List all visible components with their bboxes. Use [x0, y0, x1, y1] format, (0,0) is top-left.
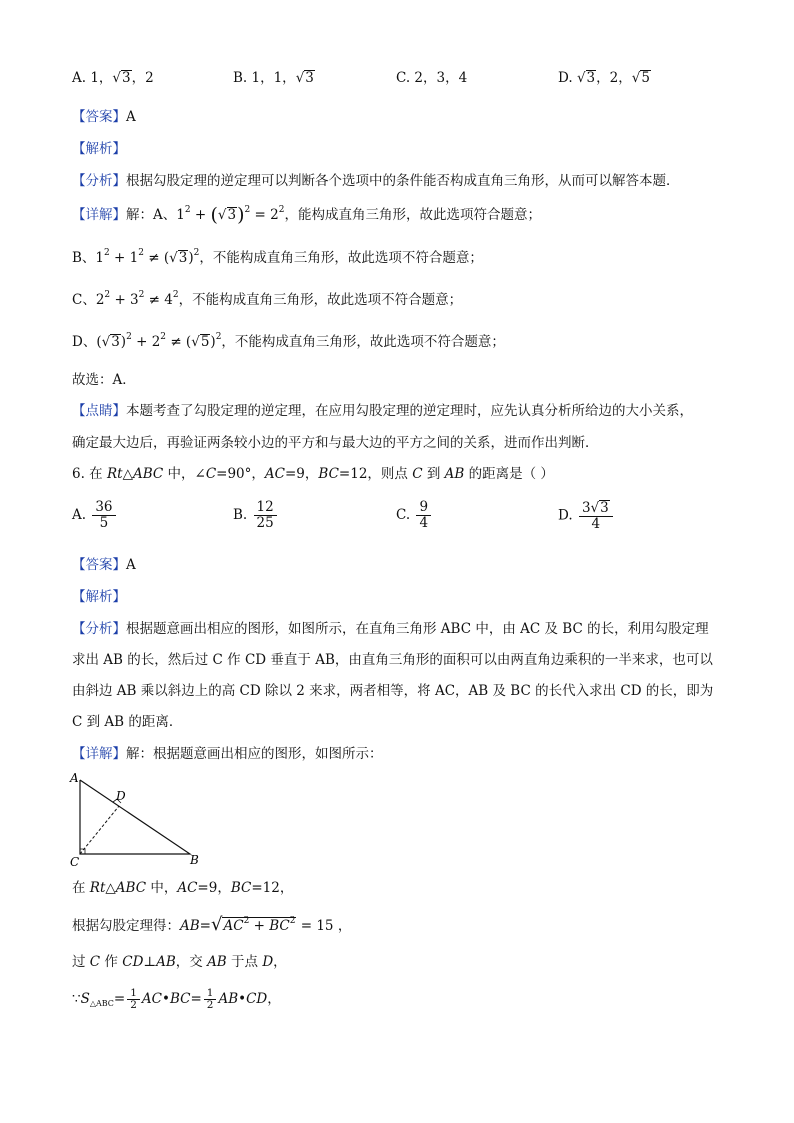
math: =: [113, 991, 126, 1007]
text: =9，: [197, 880, 231, 896]
radicand: 3: [305, 70, 314, 86]
math: + 3: [110, 292, 139, 308]
exp: 2: [138, 290, 145, 300]
radicand: 3: [111, 334, 120, 350]
text: ，: [267, 991, 281, 1007]
text: 根据勾股定理得：: [72, 918, 180, 934]
text: =12，则点: [338, 466, 413, 482]
vertex-label-a: A: [70, 771, 79, 785]
math: ≠ (: [143, 250, 170, 266]
math: AC: [177, 880, 198, 896]
text: 于点: [226, 954, 263, 970]
q6-option-d: [558, 500, 615, 532]
fraction: [416, 500, 431, 531]
dianjing-text: 确定最大边后，再验证两条较小边的平方和与最大边的平方之间的关系，进而作出判断．: [72, 435, 599, 451]
q6-fenxi-3: [72, 681, 713, 701]
q6-fenxi-1: [72, 619, 709, 639]
vertex-label-d: D: [116, 789, 126, 803]
exp: 2: [244, 205, 251, 215]
exp: 2: [193, 248, 200, 258]
q6-line-3: [72, 952, 287, 972]
coef: 3: [581, 500, 591, 516]
triangle-outline: [80, 780, 190, 854]
text: 过: [72, 954, 90, 970]
fraction: [92, 500, 115, 531]
text: 的距离是（ ）: [464, 466, 554, 482]
numerator: 1: [127, 988, 140, 1000]
math: = 2: [250, 207, 279, 223]
denominator: 2: [130, 999, 137, 1011]
math: AB: [156, 954, 176, 970]
q6-fenxi-2: [72, 650, 713, 670]
math: BC: [269, 918, 290, 934]
altitude-cd: [80, 806, 119, 854]
option-label: A.: [72, 507, 87, 523]
q-num: 6. 在: [72, 466, 107, 482]
fenxi-text: 求出 AB 的长，然后过 C 作 CD 垂直于 AB，由直角三角形的面积可以由两直角边乘积的一半来求，也可以: [72, 652, 713, 668]
math: AB: [207, 954, 227, 970]
fraction: [127, 988, 140, 1011]
text: =9，: [285, 466, 319, 482]
math: CD: [122, 954, 144, 970]
option-label: D.: [558, 507, 573, 524]
exp: 2: [126, 332, 132, 342]
q5-option-c: [396, 68, 467, 88]
text: 在: [72, 880, 90, 896]
math: AC: [264, 466, 285, 482]
analysis-tag: 【解析】: [72, 589, 126, 605]
q5-answer: [72, 107, 136, 127]
q6-option-b: [233, 500, 279, 531]
because-symbol: ∵: [72, 991, 81, 1007]
xiangjie-text: 解：根据题意画出相应的图形，如图所示：: [126, 746, 383, 762]
radicand: 3: [178, 250, 188, 266]
math: C、2: [72, 292, 105, 308]
fenxi-text: 由斜边 AB 乘以斜边上的高 CD 除以 2 来求，两者相等，将 AC，AB 及 BC 的长代入求出 CD 的长，即为: [72, 683, 714, 699]
math: Rt: [106, 466, 123, 482]
q5-xiangjie-a: 【详解】解：A、$1^2 + (√3)^2 = 2^2$，能构成直角三角形，故此选项符合题意；: [72, 204, 541, 226]
sqrt-3: √3: [112, 70, 131, 86]
option-label: B.: [233, 507, 248, 523]
exp: 2: [104, 248, 110, 258]
exp: 2: [172, 290, 179, 300]
q6-analysis-tag: [72, 587, 126, 607]
math: C: [412, 466, 423, 482]
text: =12，: [251, 880, 294, 896]
q5-line-d: [72, 332, 505, 352]
q6-option-a: [72, 500, 118, 531]
math: △: [122, 466, 133, 482]
exp: 2: [138, 248, 144, 258]
fenxi-tag: 【分析】: [72, 173, 126, 189]
sqrt-3: √3: [576, 70, 596, 86]
math: ≠ (: [166, 334, 192, 350]
radicand: 3: [586, 70, 596, 86]
denominator: 2: [206, 999, 214, 1011]
q5-line-c: [72, 290, 462, 310]
q5-dianjing-2: [72, 433, 599, 453]
fraction: [204, 988, 217, 1011]
exp: 2: [278, 205, 285, 215]
math: +: [249, 918, 270, 934]
text: ，: [273, 954, 287, 970]
triangle-figure: [66, 770, 216, 870]
q6-stem: [72, 464, 554, 484]
sqrt-3: √3: [295, 70, 314, 86]
sqrt-5: √5: [191, 334, 210, 350]
radicand: 3: [122, 70, 131, 86]
q5-option-a: [72, 68, 154, 88]
radicand: 5: [200, 334, 210, 350]
xiangjie-tag: 【详解】: [72, 207, 126, 223]
line-text: ，不能构成直角三角形，故此选项不符合题意；: [199, 250, 483, 266]
fenxi-text: C 到 AB 的距离．: [72, 714, 183, 730]
text: 中，∠: [163, 466, 206, 482]
math: ): [210, 334, 216, 350]
math: + 1: [109, 250, 139, 266]
fenxi-text: 根据勾股定理的逆定理可以判断各个选项中的条件能否构成直角三角形，从而可以解答本题．: [126, 173, 680, 189]
math: BC: [230, 880, 252, 896]
xiangjie-tag: 【详解】: [72, 746, 126, 762]
q5-option-b: [233, 68, 315, 88]
math: ABC: [132, 466, 164, 482]
sqrt-3: √3: [169, 250, 188, 266]
q6-answer: [72, 555, 136, 575]
answer-value: A: [126, 109, 136, 125]
q6-xiangjie: [72, 744, 383, 764]
option-label: C. 2，3，4: [396, 70, 468, 86]
math: BC: [318, 466, 339, 482]
text: 中，: [146, 880, 178, 896]
radicand: 5: [641, 70, 650, 86]
math: C: [89, 954, 101, 970]
answer-tag: 【答案】: [72, 109, 126, 125]
option-label: B. 1，1，: [233, 70, 296, 86]
option-label: A. 1，: [72, 70, 113, 86]
exp: 2: [289, 916, 296, 926]
q6-option-c: [396, 500, 433, 531]
math: AC•BC: [141, 991, 191, 1007]
math: ): [120, 334, 127, 350]
math: AB: [444, 466, 465, 482]
vertex-label-c: C: [70, 855, 80, 869]
exp: 2: [243, 916, 250, 926]
math: AB•CD: [218, 991, 268, 1007]
q6-line-2: [72, 915, 351, 936]
sqrt-5: √5: [631, 70, 650, 86]
math: AC: [223, 918, 244, 934]
fenxi-text: 根据题意画出相应的图形，如图所示，在直角三角形 ABC 中，由 AC 及 BC 的长，利用勾股定理: [126, 621, 709, 637]
math: AB: [180, 918, 200, 934]
numerator: 36: [92, 500, 115, 516]
denominator: 25: [256, 515, 274, 531]
q6-line-4: [72, 986, 281, 1012]
dianjing-text: 本题考查了勾股定理的逆定理，在应用勾股定理的逆定理时，应先认真分析所给边的大小关系，: [126, 403, 693, 419]
fraction: [579, 500, 613, 532]
text: =90°，: [216, 466, 265, 482]
math: Rt△ABC: [89, 880, 147, 896]
q5-option-d: [558, 68, 651, 88]
option-label: D.: [558, 70, 577, 86]
numerator: 9: [416, 500, 431, 516]
sqrt-3: √3: [101, 334, 120, 350]
radicand: 3: [227, 207, 237, 223]
fraction: [254, 500, 277, 531]
q5-analysis-tag: [72, 139, 126, 159]
numerator: 12: [254, 500, 277, 516]
math: 解：A、1: [126, 207, 185, 223]
fenxi-tag: 【分析】: [72, 621, 126, 637]
math: = 15 ，: [296, 918, 352, 934]
exp: 2: [104, 290, 111, 300]
exp: 2: [184, 205, 191, 215]
exp: 2: [215, 332, 222, 342]
exp: 2: [160, 332, 167, 342]
text: ，交: [175, 954, 208, 970]
vertex-label-b: B: [190, 853, 199, 867]
math: +: [190, 207, 211, 223]
math: + 2: [131, 334, 161, 350]
numerator: 3√3: [579, 500, 613, 517]
math: B、1: [72, 250, 105, 266]
math: C: [205, 466, 217, 482]
q5-fenxi: [72, 171, 680, 191]
option-text: ，2，: [596, 70, 632, 86]
conclude-text: 故选：A．: [72, 372, 136, 388]
math: =: [199, 918, 211, 934]
q6-line-1: [72, 878, 293, 898]
subscript: △ABC: [89, 999, 114, 1008]
sqrt-3: √3: [217, 207, 237, 223]
q6-fenxi-4: [72, 712, 182, 732]
denominator: 4: [591, 516, 601, 532]
math: S: [80, 991, 90, 1007]
option-label: C.: [396, 507, 411, 523]
line-text: ，能构成直角三角形，故此选项符合题意；: [284, 207, 541, 223]
numerator: 1: [204, 988, 217, 1000]
text: 作: [100, 954, 123, 970]
text: 到: [422, 466, 445, 482]
denominator: 4: [419, 515, 429, 531]
sqrt-expression: $√AC^2 + BC^2$: [210, 914, 296, 935]
math: ⊥: [143, 954, 157, 970]
math: D、(: [72, 334, 102, 350]
line-text: ，不能构成直角三角形，故此选项不符合题意；: [221, 334, 505, 350]
line-text: ，不能构成直角三角形，故此选项不符合题意；: [178, 292, 463, 308]
answer-tag: 【答案】: [72, 557, 126, 573]
math: D: [262, 954, 274, 970]
q5-line-b: [72, 248, 483, 268]
q5-conclude: [72, 370, 136, 390]
radicand: 3: [600, 500, 609, 516]
analysis-tag: 【解析】: [72, 141, 126, 157]
math: ≠ 4: [144, 292, 173, 308]
answer-value: A: [126, 557, 136, 573]
option-text: ，2: [131, 70, 154, 86]
q5-dianjing-1: [72, 401, 693, 421]
dianjing-tag: 【点睛】: [72, 403, 126, 419]
math: ): [188, 250, 194, 266]
denominator: 5: [99, 515, 109, 531]
math: =: [190, 991, 202, 1007]
